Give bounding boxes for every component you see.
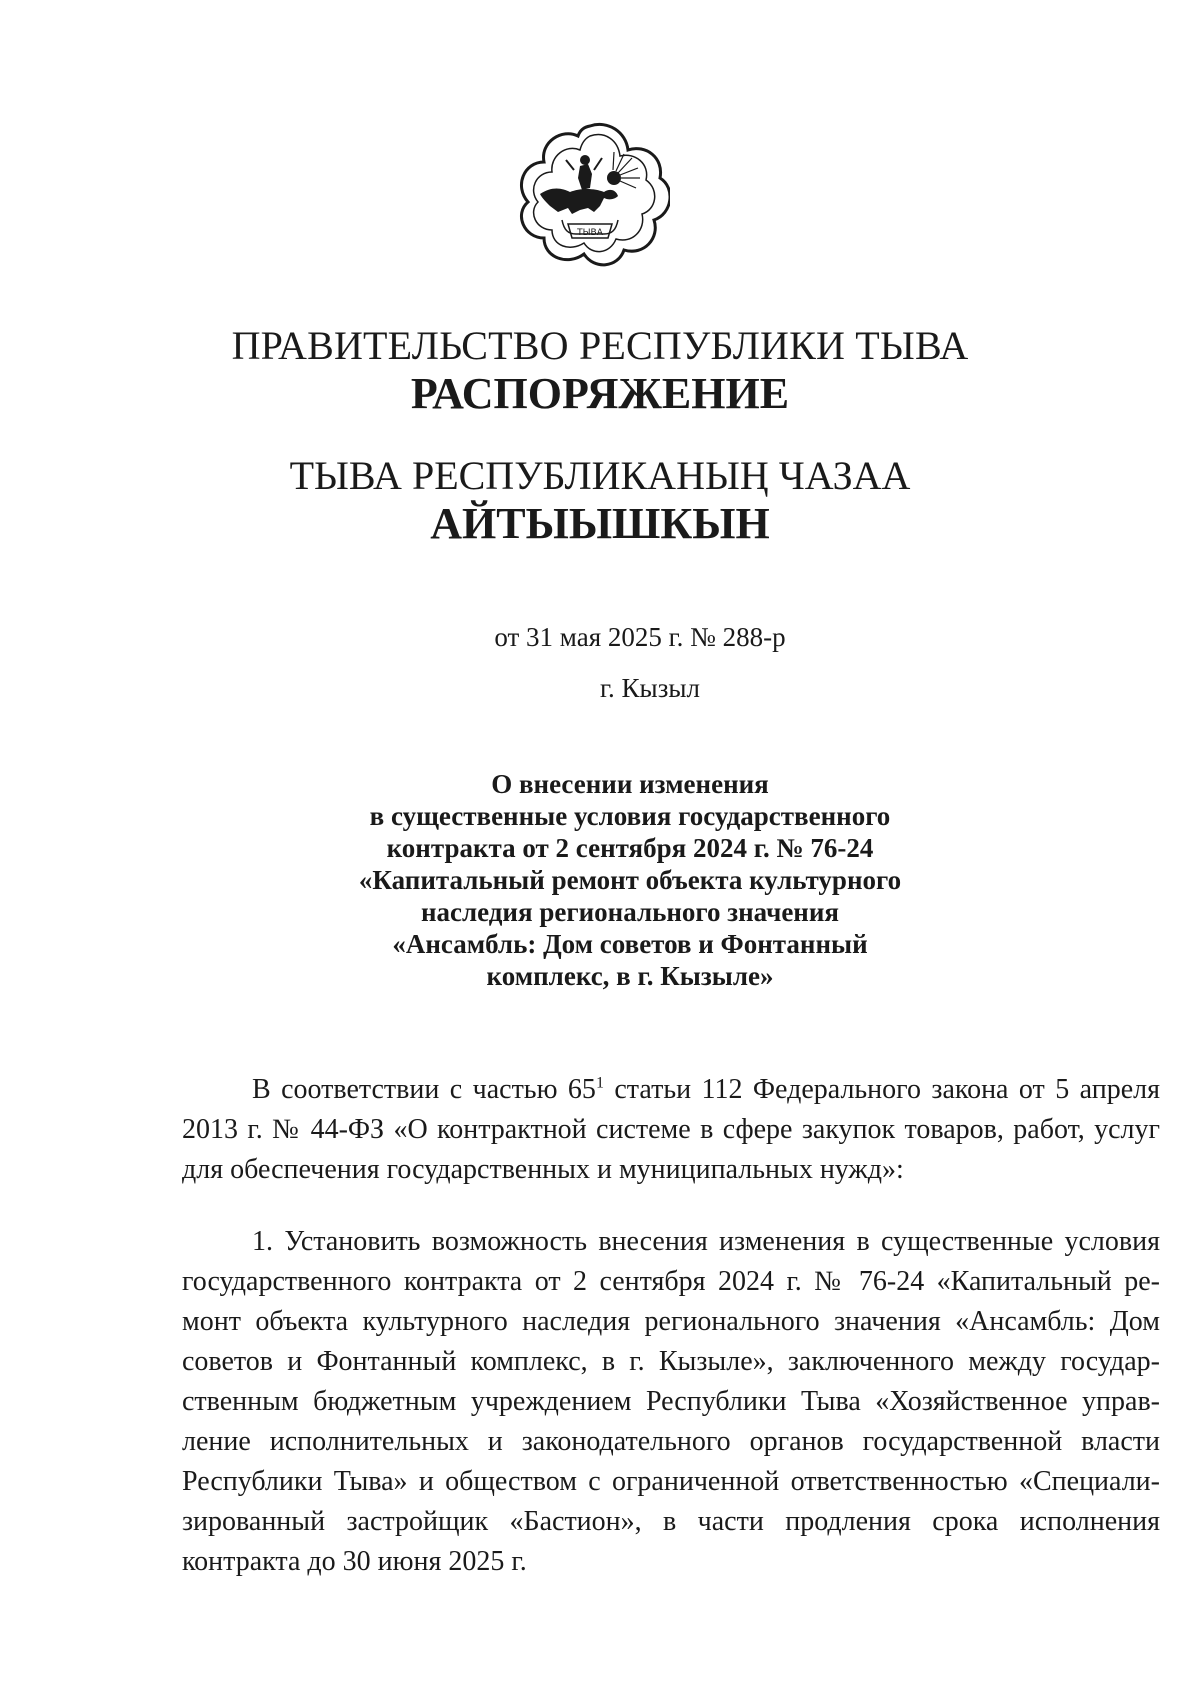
document-city: г. Кызыл xyxy=(600,673,700,703)
clause-1-paragraph xyxy=(182,1222,1160,1582)
government-name-ru: ПРАВИТЕЛЬСТВО РЕСПУБЛИКИ ТЫВА xyxy=(231,323,969,368)
document-type-tyv: АЙТЫЫШКЫН xyxy=(430,499,770,548)
document-title xyxy=(330,768,930,992)
paragraph-line: 1. Установить возможность внесения изменения в существенные условия xyxy=(252,1226,1160,1257)
paragraph-line: контракта до 30 июня 2025 г. xyxy=(182,1546,527,1577)
emblem-label: ТЫВА xyxy=(577,228,603,238)
paragraph-line: Республики Тыва» и обществом с ограниченной ответственностью «Специали- xyxy=(182,1466,1160,1497)
footnote-superscript: 1 xyxy=(595,1074,604,1092)
paragraph-line: зированный застройщик «Бастион», в части продления срока исполнения xyxy=(182,1506,1160,1537)
paragraph-line: для обеспечения государственных и муниципальных нужд»: xyxy=(182,1154,904,1185)
paragraph-line: советов и Фонтанный комплекс, в г. Кызыле», заключенного между государ- xyxy=(182,1346,1160,1377)
title-line: комплекс, в г. Кызыле» xyxy=(486,961,774,991)
government-name-tyv: ТЫВА РЕСПУБЛИКАНЫҢ ЧАЗАА xyxy=(289,453,911,498)
title-line: «Капитальный ремонт объекта культурного xyxy=(358,865,902,895)
paragraph-line: ление исполнительных и законодательного органов государственной власти xyxy=(182,1426,1160,1457)
paragraph-line: монт объекта культурного наследия регионального значения «Ансамбль: Дом xyxy=(182,1306,1160,1337)
document-date-number: от 31 мая 2025 г. № 288-р xyxy=(494,622,786,652)
document-type-ru: РАСПОРЯЖЕНИЕ xyxy=(410,369,790,418)
title-line: «Ансамбль: Дом советов и Фонтанный xyxy=(392,929,868,959)
paragraph-line: ственным бюджетным учреждением Республики Тыва «Хозяйственное управ- xyxy=(182,1386,1160,1417)
paragraph-line: 2013 г. № 44-ФЗ «О контрактной системе в сфере закупок товаров, работ, услуг xyxy=(182,1114,1160,1145)
title-line: наследия регионального значения xyxy=(420,897,840,927)
title-line: в существенные условия государственного xyxy=(369,801,891,831)
preamble-text-a: В соответствии с частью 65 xyxy=(252,1074,596,1105)
tuva-emblem-icon xyxy=(510,118,670,268)
paragraph-line: государственного контракта от 2 сентября 2024 г. № 76-24 «Капитальный ре- xyxy=(182,1266,1160,1297)
title-line: контракта от 2 сентября 2024 г. № 76-24 xyxy=(386,833,874,863)
paragraph-line xyxy=(182,1070,1160,1110)
preamble-paragraph xyxy=(182,1070,1160,1190)
preamble-text-b: статьи 112 Федерального закона от 5 апреля xyxy=(603,1074,1160,1105)
title-line: О внесении изменения xyxy=(491,769,769,799)
